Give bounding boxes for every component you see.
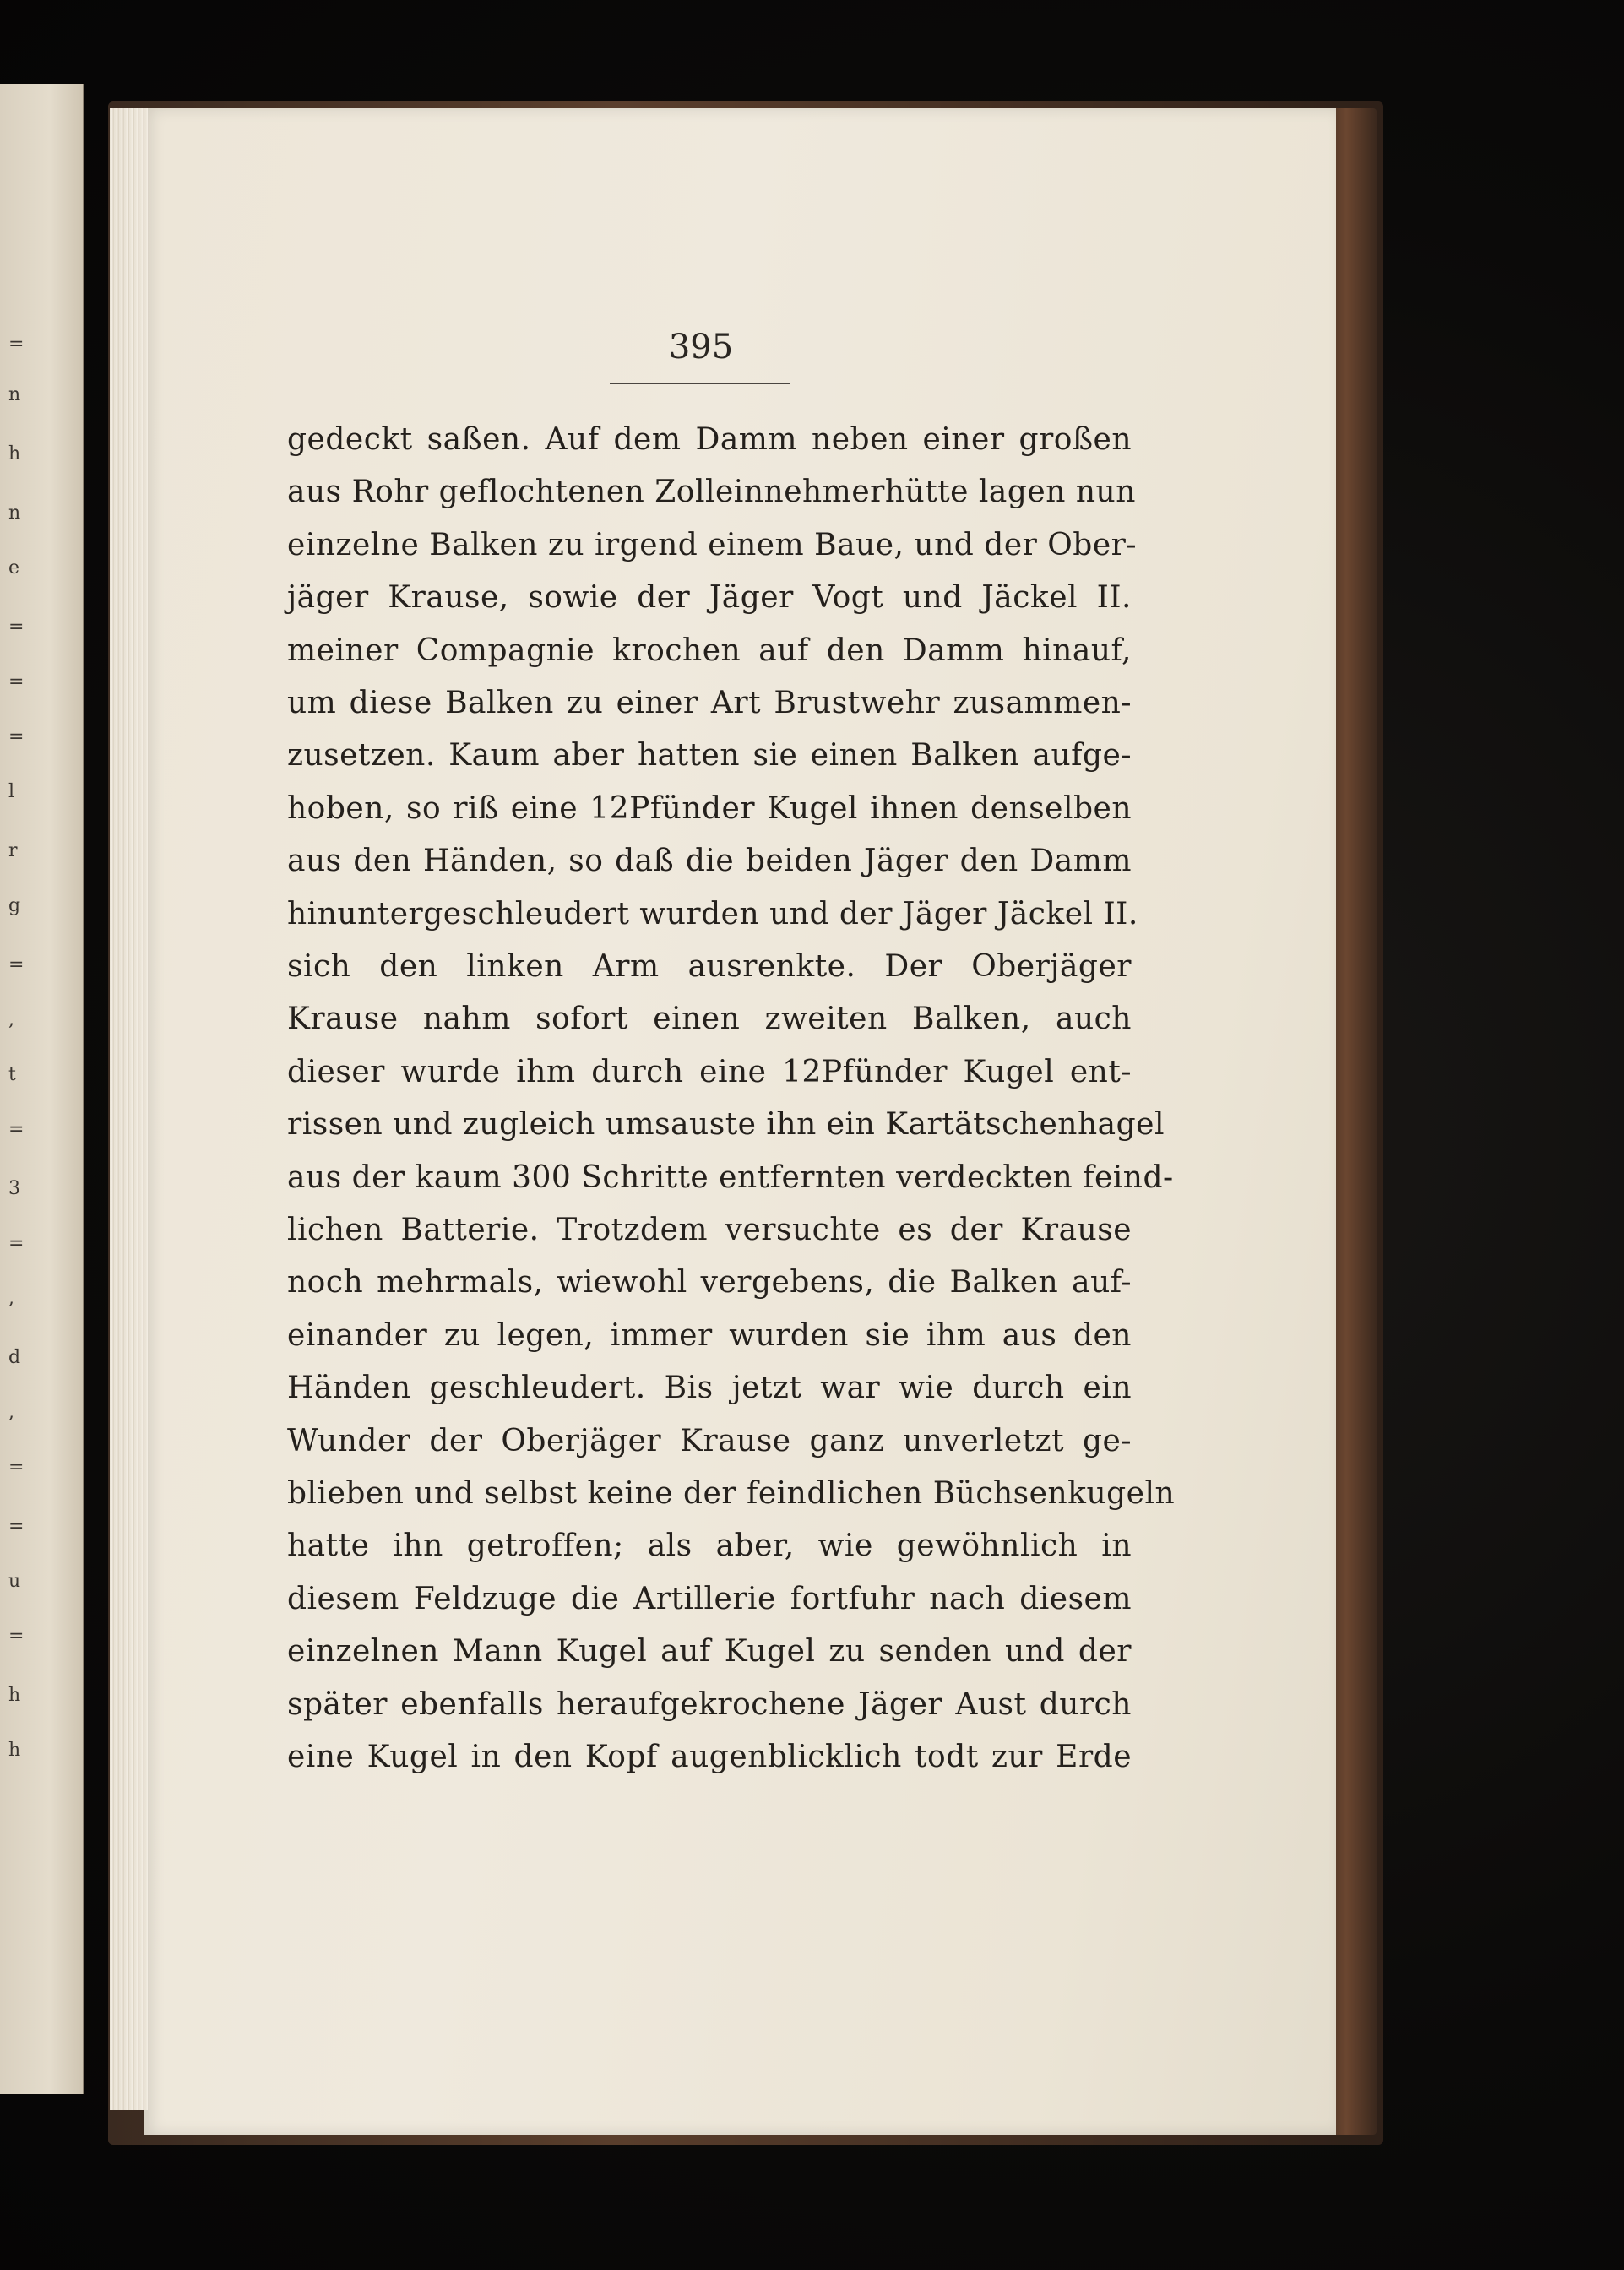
left-page-fragment: = bbox=[8, 334, 24, 355]
text-line: einzelne Balken zu irgend einem Baue, und der Ober- bbox=[287, 527, 1138, 562]
text-line: Wunder der Oberjäger Krause ganz unverletzt ge- bbox=[287, 1423, 1132, 1458]
text-line: jäger Krause, sowie der Jäger Vogt und Jäckel II. bbox=[287, 580, 1132, 616]
text-line: eine Kugel in den Kopf augenblicklich todt zur Erde bbox=[287, 1740, 1132, 1774]
left-page-fragment: = bbox=[8, 1457, 24, 1478]
text-line: hinuntergeschleudert wurden und der Jäger Jäckel II. bbox=[287, 896, 1138, 931]
left-page-fragment: = bbox=[8, 1626, 24, 1647]
left-page-fragment: n bbox=[8, 502, 21, 524]
text-line: meiner Compagnie krochen auf den Damm hinauf, bbox=[287, 633, 1132, 668]
left-page-fragment: = bbox=[8, 1119, 24, 1140]
page-stack-edge bbox=[110, 108, 148, 2110]
left-page-fragment: r bbox=[8, 840, 18, 861]
left-page-fragment: = bbox=[8, 616, 24, 638]
text-line: Händen geschleudert. Bis jetzt war wie durch ein bbox=[287, 1371, 1132, 1406]
left-page-fragment: = bbox=[8, 671, 24, 692]
left-page-fragment: , bbox=[8, 1009, 14, 1030]
left-page-fragment: , bbox=[8, 1288, 14, 1309]
left-page-fragment: = bbox=[8, 726, 24, 747]
left-page-fragment: , bbox=[8, 1402, 14, 1423]
left-page-fragment: u bbox=[8, 1571, 21, 1592]
text-line: später ebenfalls heraufgekrochene Jäger Aust durch bbox=[287, 1686, 1132, 1722]
left-page-fragment: h bbox=[8, 1740, 21, 1761]
text-line: hatte ihn getroffen; als aber, wie gewöhnlich in bbox=[287, 1529, 1132, 1564]
text-line: blieben und selbst keine der feindlichen Büchsenkugeln bbox=[287, 1476, 1176, 1511]
page-number: 395 bbox=[668, 328, 734, 367]
left-page-fragment: l bbox=[8, 781, 15, 802]
left-page-fragment: = bbox=[8, 1516, 24, 1537]
left-page-fragment: g bbox=[8, 895, 21, 916]
previous-page-edge bbox=[0, 84, 84, 2094]
header-rule bbox=[610, 383, 790, 384]
text-line: Krause nahm sofort einen zweiten Balken, auch bbox=[287, 1002, 1132, 1037]
left-page-fragment: t bbox=[8, 1064, 16, 1085]
left-page-fragment: h bbox=[8, 1685, 21, 1706]
left-page-fragment: 3 bbox=[8, 1178, 20, 1199]
text-line: gedeckt saßen. Auf dem Damm neben einer großen bbox=[287, 422, 1132, 457]
text-line: rissen und zugleich umsauste ihn ein Kartätschenhagel bbox=[287, 1107, 1165, 1143]
text-line: einzelnen Mann Kugel auf Kugel zu senden und der bbox=[287, 1634, 1132, 1670]
left-page-fragment: = bbox=[8, 1233, 24, 1254]
text-line: aus den Händen, so daß die beiden Jäger den Damm bbox=[287, 844, 1132, 879]
text-line: um diese Balken zu einer Art Brustwehr zusammen- bbox=[287, 686, 1132, 720]
text-line: zusetzen. Kaum aber hatten sie einen Balken aufge- bbox=[287, 738, 1132, 774]
text-line: aus Rohr geflochtenen Zolleinnehmerhütte lagen nun bbox=[287, 475, 1136, 510]
left-page-fragment: n bbox=[8, 384, 21, 405]
left-page-fragment: d bbox=[8, 1347, 21, 1368]
text-line: hoben, so riß eine 12Pfünder Kugel ihnen denselben bbox=[287, 790, 1132, 826]
text-line: diesem Feldzuge die Artillerie fortfuhr nach diesem bbox=[287, 1581, 1132, 1616]
text-line: noch mehrmals, wiewohl vergebens, die Balken auf- bbox=[287, 1265, 1132, 1301]
left-page-fragment: = bbox=[8, 954, 24, 975]
text-line: einander zu legen, immer wurden sie ihm aus den bbox=[287, 1317, 1132, 1353]
text-line: dieser wurde ihm durch eine 12Pfünder Kugel ent- bbox=[287, 1054, 1132, 1089]
text-line: aus der kaum 300 Schritte entfernten verdeckten feind- bbox=[287, 1159, 1174, 1195]
left-page-fragment: h bbox=[8, 443, 21, 464]
text-line: lichen Batterie. Trotzdem versuchte es der Krause bbox=[287, 1213, 1132, 1247]
text-line: sich den linken Arm ausrenkte. Der Oberjäger bbox=[287, 949, 1132, 984]
left-page-fragment: e bbox=[8, 557, 20, 578]
